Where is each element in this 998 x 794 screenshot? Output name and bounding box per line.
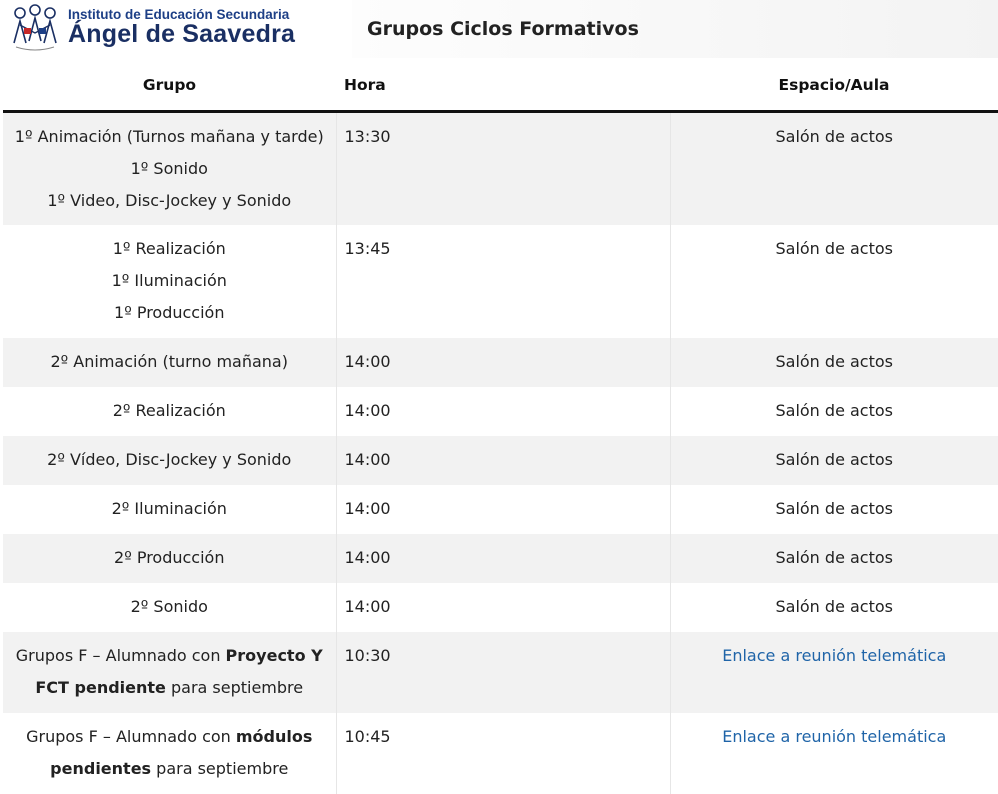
logo-figures-icon bbox=[10, 3, 60, 53]
cell-hora: 14:00 bbox=[336, 534, 670, 583]
table-row bbox=[3, 583, 998, 632]
group-name: 1º Video, Disc-Jockey y Sonido bbox=[47, 191, 292, 210]
cell-espacio: Salón de actos bbox=[775, 596, 893, 616]
group-name-emphasis: Proyecto Y FCT pendiente bbox=[35, 645, 323, 697]
cell-hora: 14:00 bbox=[336, 338, 670, 387]
telematic-meeting-link[interactable]: Enlace a reunión telemática bbox=[722, 645, 947, 665]
page-title: Grupos Ciclos Formativos bbox=[367, 18, 639, 40]
cell-hora: 13:45 bbox=[336, 225, 670, 338]
cell-grupo bbox=[3, 225, 336, 338]
group-name-emphasis: módulos pendientes bbox=[50, 726, 313, 778]
cell-grupo bbox=[3, 112, 336, 225]
cell-espacio: Salón de actos bbox=[775, 238, 893, 258]
cell-espacio: Salón de actos bbox=[775, 449, 893, 469]
group-name: 1º Sonido bbox=[130, 159, 208, 178]
cell-hora: 13:30 bbox=[336, 112, 670, 225]
group-name: 2º Sonido bbox=[130, 596, 208, 616]
school-logo[interactable] bbox=[2, 0, 352, 58]
group-name-text: Grupos F – Alumnado con bbox=[15, 645, 226, 665]
group-name: 2º Producción bbox=[114, 547, 225, 567]
cell-grupo bbox=[3, 632, 336, 713]
logo-subtitle: Instituto de Educación Secundaria bbox=[68, 7, 290, 22]
table-row bbox=[3, 225, 998, 338]
cell-espacio bbox=[670, 632, 998, 713]
column-header-espacio: Espacio/Aula bbox=[670, 62, 998, 112]
group-name: 1º Producción bbox=[114, 302, 225, 322]
table-row bbox=[3, 485, 998, 534]
cell-grupo bbox=[3, 436, 336, 485]
column-header-grupo: Grupo bbox=[3, 62, 336, 112]
cell-grupo bbox=[3, 338, 336, 387]
cell-grupo bbox=[3, 387, 336, 436]
cell-grupo bbox=[3, 485, 336, 534]
cell-espacio: Salón de actos bbox=[775, 498, 893, 518]
cell-hora: 14:00 bbox=[336, 436, 670, 485]
cell-hora: 10:45 bbox=[336, 713, 670, 794]
cell-espacio bbox=[670, 713, 998, 794]
group-name: 1º Iluminación bbox=[111, 270, 227, 290]
group-name-text: para septiembre bbox=[165, 677, 304, 697]
cell-hora: 14:00 bbox=[336, 387, 670, 436]
table-row bbox=[3, 112, 998, 225]
table-row bbox=[3, 632, 998, 713]
table-row bbox=[3, 338, 998, 387]
page-header bbox=[0, 0, 998, 58]
logo-school-name: Ángel de Saavedra bbox=[68, 20, 296, 48]
cell-grupo bbox=[3, 713, 336, 794]
table-header-row bbox=[3, 62, 998, 112]
group-name: 1º Realización bbox=[112, 238, 226, 258]
group-name-text: Grupos F – Alumnado con bbox=[26, 726, 236, 746]
table-row bbox=[3, 436, 998, 485]
group-name: 2º Animación (turno mañana) bbox=[50, 351, 288, 371]
group-name-text: para septiembre bbox=[151, 758, 289, 778]
group-name: 2º Iluminación bbox=[111, 498, 227, 518]
cell-hora: 14:00 bbox=[336, 583, 670, 632]
table-body bbox=[3, 112, 998, 794]
cell-espacio: Salón de actos bbox=[775, 547, 893, 567]
cell-hora: 10:30 bbox=[336, 632, 670, 713]
group-name: 2º Vídeo, Disc-Jockey y Sonido bbox=[47, 449, 292, 469]
table-row bbox=[3, 713, 998, 794]
cell-espacio: Salón de actos bbox=[775, 400, 893, 420]
table-row bbox=[3, 387, 998, 436]
schedule-table bbox=[3, 62, 998, 794]
cell-espacio: Salón de actos bbox=[775, 351, 893, 371]
group-name: 2º Realización bbox=[112, 400, 226, 420]
cell-espacio: Salón de actos bbox=[775, 127, 893, 146]
cell-hora: 14:00 bbox=[336, 485, 670, 534]
cell-grupo bbox=[3, 583, 336, 632]
telematic-meeting-link[interactable]: Enlace a reunión telemática bbox=[722, 726, 947, 746]
table-row bbox=[3, 534, 998, 583]
group-name: 1º Animación (Turnos mañana y tarde) bbox=[14, 127, 324, 146]
column-header-hora: Hora bbox=[336, 62, 670, 112]
cell-grupo bbox=[3, 534, 336, 583]
